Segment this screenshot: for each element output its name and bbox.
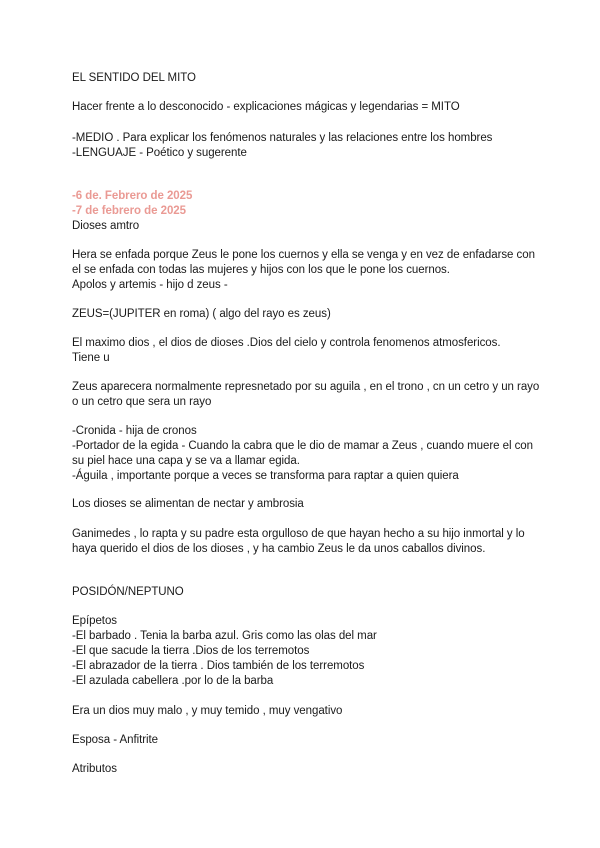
posidon-heading: POSIDÓN/NEPTUNO (72, 586, 184, 598)
epithet-line: -El que sacude la tierra .Dios de los terremotos (72, 645, 310, 657)
paragraph-line: El maximo dios , el dios de dioses .Dios del cielo y controla fenomenos atmosfericos. (72, 337, 501, 349)
epithet-line: -El barbado . Tenia la barba azul. Gris como las olas del mar (72, 630, 377, 642)
paragraph-line: Hera se enfada porque Zeus le pone los cuernos y ella se venga y en vez de enfadarse con (72, 249, 535, 261)
lenguaje-line: -LENGUAJE - Poético y sugerente (72, 147, 247, 159)
paragraph-line: Ganimedes , lo rapta y su padre esta orgulloso de que hayan hecho a su hijo inmortal y lo (72, 528, 525, 540)
subheading: Epípetos (72, 615, 117, 627)
date-line: -6 de. Febrero de 2025 (72, 190, 193, 202)
section-title: EL SENTIDO DEL MITO (72, 72, 196, 84)
zeus-heading: ZEUS=(JUPITER en roma) ( algo del rayo es zeus) (72, 308, 331, 320)
subheading: Atributos (72, 763, 117, 775)
paragraph-line: Tiene u (72, 352, 110, 364)
paragraph-line: el se enfada con todas las mujeres y hijos con los que le pone los cuernos. (72, 264, 450, 276)
paragraph-line: haya querido el dios de los dioses , y ha cambio Zeus le da unos caballos divinos. (72, 543, 486, 555)
epithet-line: -Portador de la egida - Cuando la cabra que le dio de mamar a Zeus , cuando muere el con (72, 440, 533, 452)
intro-line: Hacer frente a lo desconocido - explicaciones mágicas y legendarias = MITO (72, 101, 460, 113)
paragraph-line: Era un dios muy malo , y muy temido , muy vengativo (72, 705, 343, 717)
paragraph-line: Apolos y artemis - hijo d zeus - (72, 279, 228, 291)
paragraph-line: Los dioses se alimentan de nectar y ambrosia (72, 498, 304, 510)
epithet-line: su piel hace una capa y se va a llamar egida. (72, 455, 300, 467)
epithet-line: -Águila , importante porque a veces se transforma para raptar a quien quiera (72, 470, 459, 482)
epithet-line: -El azulada cabellera .por lo de la barba (72, 675, 274, 687)
epithet-line: -Cronida - hija de cronos (72, 425, 197, 437)
subheading: Dioses amtro (72, 220, 140, 232)
medio-line: -MEDIO . Para explicar los fenómenos naturales y las relaciones entre los hombres (72, 132, 493, 144)
epithet-line: -El abrazador de la tierra . Dios también de los terremotos (72, 660, 365, 672)
date-line: -7 de febrero de 2025 (72, 205, 187, 217)
paragraph-line: o un cetro que sera un rayo (72, 396, 212, 408)
paragraph-line: Esposa - Anfitrite (72, 734, 159, 746)
paragraph-line: Zeus aparecera normalmente represnetado por su aguila , en el trono , cn un cetro y un rayo (72, 381, 540, 393)
